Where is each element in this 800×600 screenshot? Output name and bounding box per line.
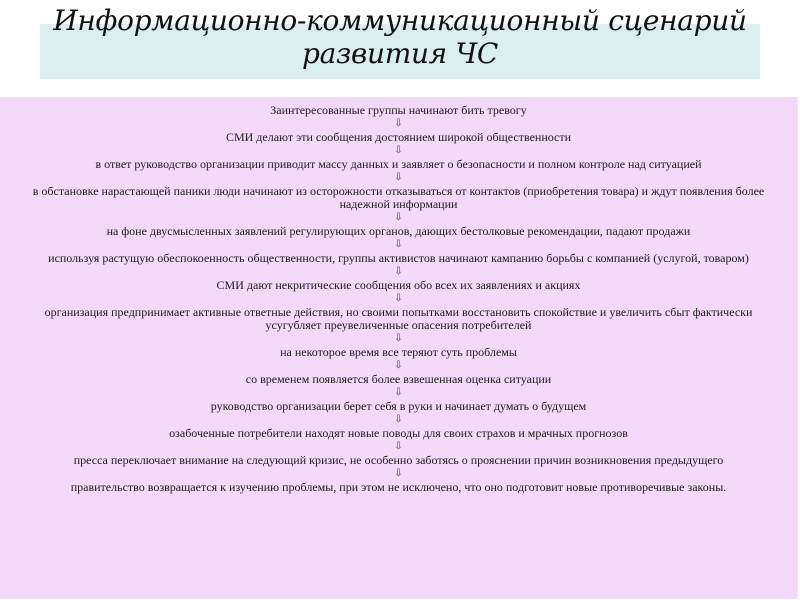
slide-title-line-2: развития ЧС — [301, 37, 498, 70]
down-arrow-icon: ⇩ — [394, 266, 403, 277]
down-arrow-icon: ⇩ — [394, 387, 403, 398]
flow-step: Заинтересованные группы начинают бить тревогу — [270, 103, 527, 117]
slide-title — [0, 4, 800, 70]
flow-step: в обстановке нарастающей паники люди начинают из осторожности отказываться от контактов (приобретения товара) и ждут появления более надежной информации — [32, 184, 765, 211]
flow-step: на фоне двусмысленных заявлений регулирующих органов, дающих бестолковые рекомендации, падают продажи — [106, 224, 691, 238]
down-arrow-icon: ⇩ — [394, 172, 403, 183]
flow-step: озабоченные потребители находят новые поводы для своих страхов и мрачных прогнозов — [169, 426, 628, 440]
slide-title-line-1: Информационно-коммуникационный сценарий — [53, 4, 747, 37]
flow-step: на некоторое время все теряют суть проблемы — [280, 345, 517, 359]
flow-step: используя растущую обеспокоенность общественности, группы активистов начинают кампанию борьбы с компанией (услугой, товаром) — [48, 251, 749, 265]
flow-step: правительство возвращается к изучению проблемы, при этом не исключено, что оно подготовит новые противоречивые законы. — [70, 480, 727, 494]
flow-step: в ответ руководство организации приводит массу данных и заявляет о безопасности и полном контроле над ситуацией — [95, 157, 702, 171]
flow-step: со временем появляется более взвешенная оценка ситуации — [245, 372, 552, 386]
down-arrow-icon: ⇩ — [394, 414, 403, 425]
flow-step: пресса переключает внимание на следующий кризис, не особенно заботясь о прояснении причин возникновения предыдущего — [73, 453, 724, 467]
down-arrow-icon: ⇩ — [394, 118, 403, 129]
down-arrow-icon: ⇩ — [394, 360, 403, 371]
scenario-flow-panel — [0, 97, 798, 599]
down-arrow-icon: ⇩ — [394, 468, 403, 479]
down-arrow-icon: ⇩ — [394, 441, 403, 452]
down-arrow-icon: ⇩ — [394, 293, 403, 304]
down-arrow-icon: ⇩ — [394, 333, 403, 344]
down-arrow-icon: ⇩ — [394, 239, 403, 250]
flow-step: организация предпринимает активные ответные действия, но своими попытками восстановить спокойствие и увеличить сбыт фактически усугубляет преувеличенные опасения потребителей — [44, 305, 753, 332]
down-arrow-icon: ⇩ — [394, 145, 403, 156]
flow-step: руководство организации берет себя в руки и начинает думать о будущем — [210, 399, 587, 413]
flow-step: СМИ дают некритические сообщения обо всех их заявлениях и акциях — [216, 278, 581, 292]
flow-step: СМИ делают эти сообщения достоянием широкой общественности — [225, 130, 572, 144]
down-arrow-icon: ⇩ — [394, 212, 403, 223]
scenario-flow — [0, 104, 797, 494]
